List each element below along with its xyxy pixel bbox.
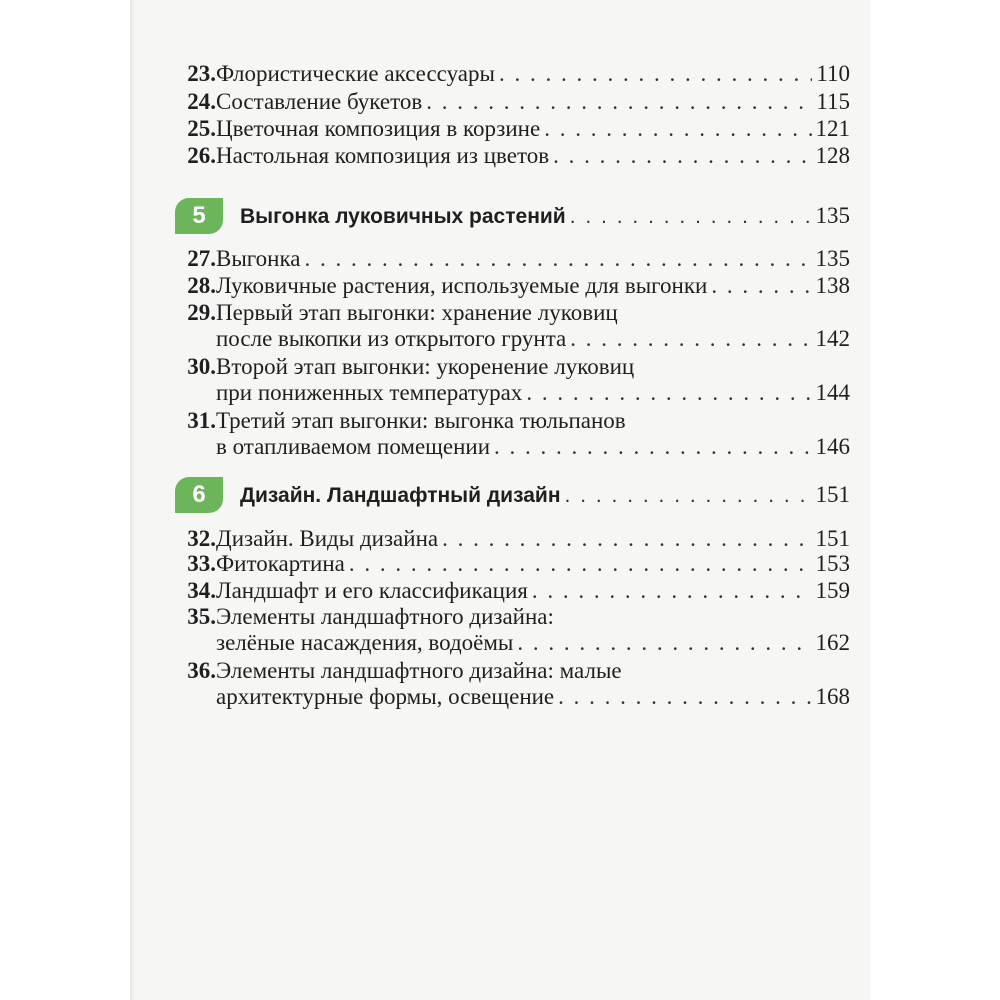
dot-leader	[544, 116, 811, 142]
dot-leader	[442, 526, 811, 552]
dot-leader	[532, 578, 812, 604]
entry-number: 23 .	[170, 61, 216, 87]
entry-title-continued: после выкопки из открытого грунта	[216, 326, 567, 351]
chapter-heading-5	[170, 198, 850, 234]
entry-title: Выгонка	[216, 246, 301, 271]
entry-number: 32 .	[170, 526, 216, 552]
dot-leader	[558, 684, 811, 710]
entry-title: Фитокартина	[216, 551, 345, 576]
chapter-title: Выгонка луковичных растений	[240, 205, 566, 228]
entry-number: 35 .	[170, 604, 216, 630]
dot-leader	[526, 380, 811, 406]
dot-leader	[570, 326, 811, 352]
dot-leader	[305, 246, 812, 272]
entry-page: 128	[815, 143, 850, 168]
toc-entry-31	[170, 408, 850, 460]
entry-number: 36 .	[170, 658, 216, 684]
entry-page: 144	[815, 380, 850, 405]
chapter-page: 151	[815, 482, 850, 507]
toc-entry-35	[170, 604, 850, 656]
entry-title-continued: архитектурные формы, освещение	[216, 684, 555, 709]
entry-page: 162	[815, 630, 850, 655]
entry-number: 31 .	[170, 408, 216, 434]
entry-number: 24 .	[170, 89, 216, 115]
entry-title: Настольная композиция из цветов	[216, 143, 550, 168]
entry-title: Составление букетов	[216, 89, 423, 114]
entry-page: 142	[815, 326, 850, 351]
entry-number: 33 .	[170, 551, 216, 577]
chapter-number-badge: 5	[175, 198, 223, 234]
chapter-heading-6	[170, 477, 850, 513]
toc-entry-30	[170, 354, 850, 406]
toc-entry-36	[170, 658, 850, 710]
entry-page: 151	[815, 526, 850, 551]
entry-page: 146	[815, 434, 850, 459]
entry-number: 25 .	[170, 116, 216, 142]
entry-title: Флористические аксессуары	[216, 61, 495, 86]
entry-title: Элементы ландшафтного дизайна: малые	[216, 658, 622, 683]
entry-number: 29 .	[170, 300, 216, 326]
dot-leader	[426, 89, 812, 115]
entry-number: 34 .	[170, 578, 216, 604]
entry-title-continued: зелёные насаждения, водоёмы	[216, 630, 514, 655]
entry-title: Цветочная композиция в корзине	[216, 116, 541, 141]
entry-title: Дизайн. Виды дизайна	[216, 526, 439, 551]
chapter-page: 135	[815, 203, 850, 228]
entry-title: Третий этап выгонки: выгонка тюльпанов	[216, 408, 626, 433]
entry-page: 121	[815, 116, 850, 141]
dot-leader	[517, 630, 811, 656]
entry-title: Луковичные растения, используемые для выгонки	[216, 273, 708, 298]
entry-title: Второй этап выгонки: укоренение луковиц	[216, 354, 635, 379]
entry-title: Первый этап выгонки: хранение луковиц	[216, 300, 618, 325]
dot-leader	[711, 273, 811, 299]
entry-title: Элементы ландшафтного дизайна:	[216, 604, 554, 629]
toc-entry-29	[170, 300, 850, 352]
entry-page: 153	[815, 551, 850, 576]
entry-page: 168	[815, 684, 850, 709]
chapter-number-badge: 6	[175, 477, 223, 513]
entry-title-continued: в отапливаемом помещении	[216, 434, 491, 459]
entry-title-continued: при пониженных температурах	[216, 380, 523, 405]
entry-number: 30 .	[170, 354, 216, 380]
dot-leader	[349, 551, 812, 577]
entry-page: 115	[816, 89, 850, 114]
entry-number: 26 .	[170, 143, 216, 169]
dot-leader	[565, 484, 812, 508]
entry-number: 27 .	[170, 246, 216, 272]
entry-page: 135	[815, 246, 850, 271]
dot-leader	[553, 143, 811, 169]
dot-leader	[570, 205, 812, 229]
chapter-title: Дизайн. Ландшафтный дизайн	[240, 484, 561, 507]
dot-leader	[499, 61, 812, 87]
entry-page: 110	[816, 61, 850, 86]
dot-leader	[494, 434, 811, 460]
entry-page: 159	[815, 578, 850, 603]
entry-title: Ландшафт и его классификация	[216, 578, 528, 603]
entry-number: 28 .	[170, 273, 216, 299]
entry-page: 138	[815, 273, 850, 298]
